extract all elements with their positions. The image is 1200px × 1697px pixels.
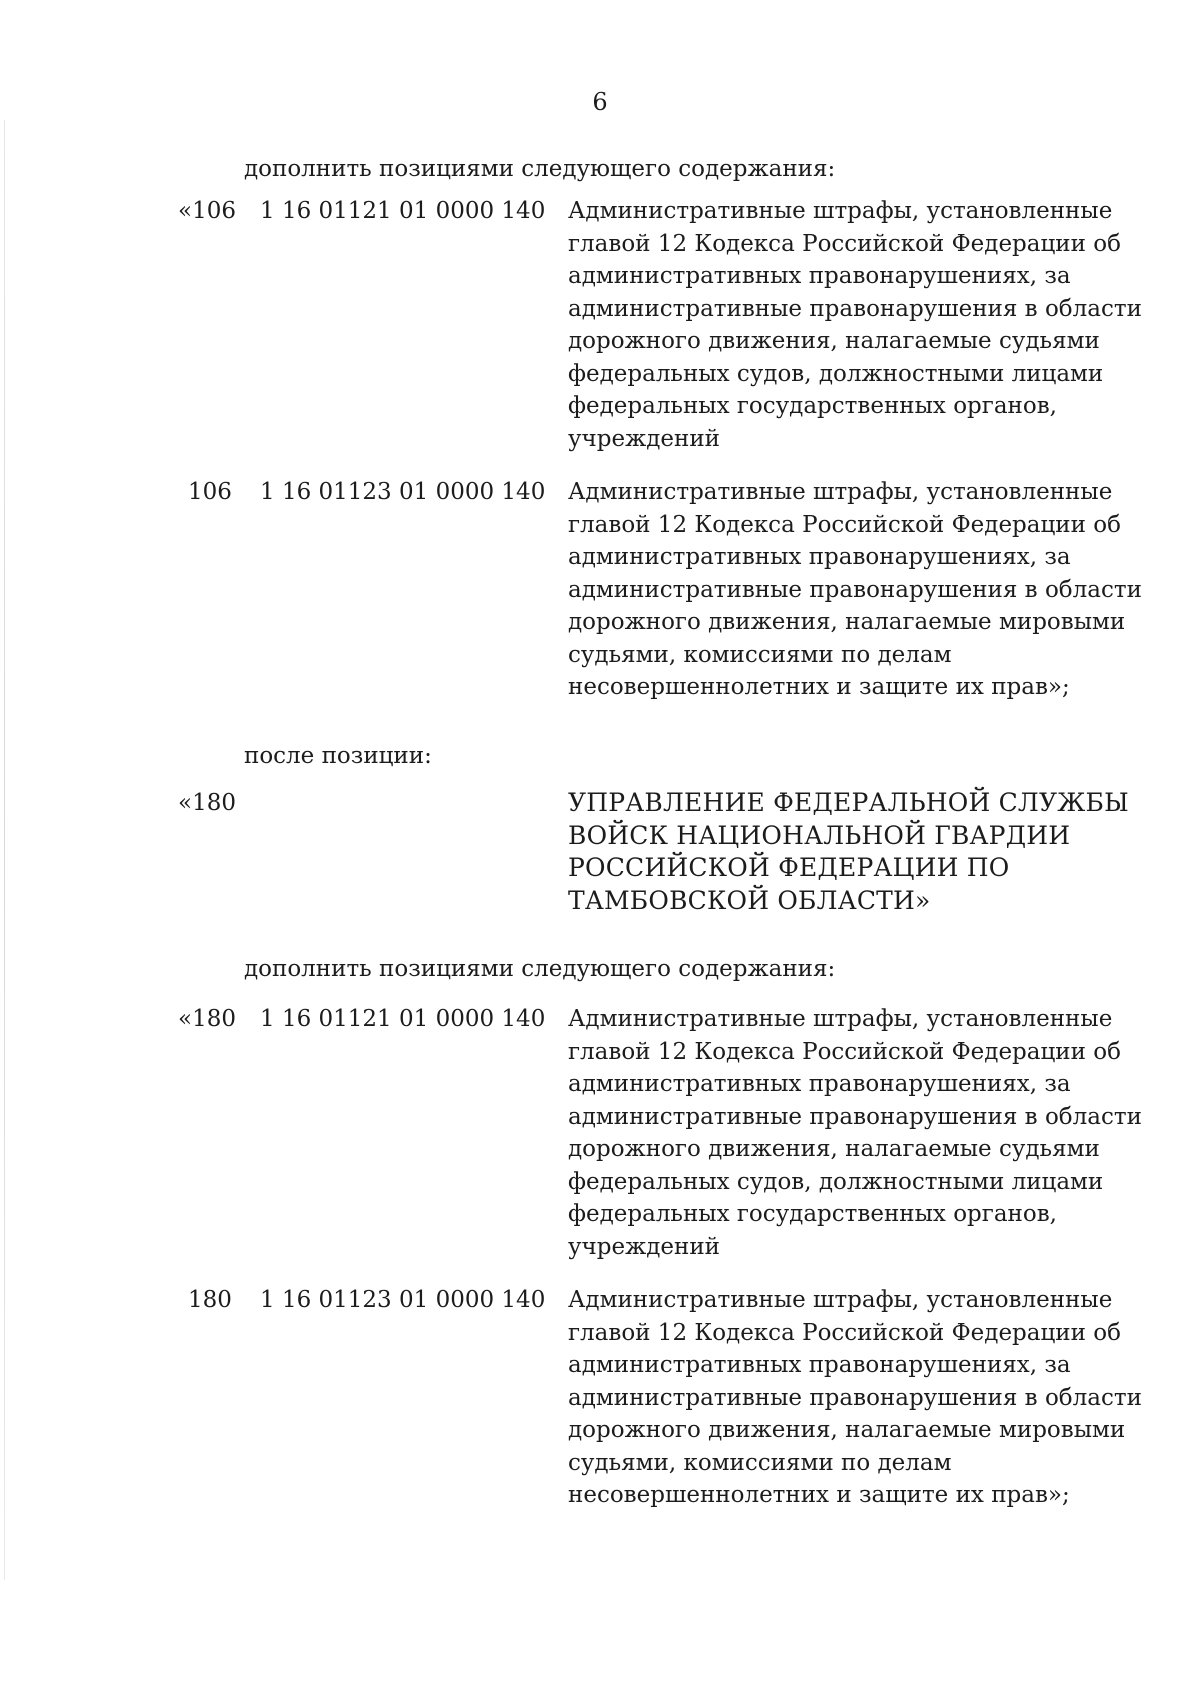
row-description: Административные штрафы, установленные главой 12 Кодекса Российской Федерации об административных правонарушениях, за административные правонарушения в области дорожного движения, налагаемые судьями федеральных судов, должностными лицами федеральных государственных органов, учреждений [568, 198, 1142, 452]
paragraph-after-position: после позиции: [244, 743, 432, 769]
row-description: Административные штрафы, установленные главой 12 Кодекса Российской Федерации об административных правонарушениях, за административные правонарушения в области дорожного движения, налагаемые судьями федеральных судов, должностными лицами федеральных государственных органов, учреждений [568, 1006, 1142, 1260]
row-description: Административные штрафы, установленные главой 12 Кодекса Российской Федерации об административных правонарушениях, за административные правонарушения в области дорожного движения, налагаемые мировыми судьями, комиссиями по делам несовершеннолетних и защите их прав»; [568, 1287, 1142, 1508]
row-number: 180 [188, 1287, 232, 1313]
paragraph-add-positions: дополнить позициями следующего содержания: [244, 156, 836, 182]
row-number: «106 [178, 198, 236, 224]
row-description: Административные штрафы, установленные главой 12 Кодекса Российской Федерации об административных правонарушениях, за административные правонарушения в области дорожного движения, налагаемые мировыми судьями, комиссиями по делам несовершеннолетних и защите их прав»; [568, 479, 1142, 700]
scan-edge-line [4, 120, 5, 1580]
page-number: 6 [592, 88, 608, 116]
row-number: «180 [178, 790, 236, 816]
row-heading: УПРАВЛЕНИЕ ФЕДЕРАЛЬНОЙ СЛУЖБЫ ВОЙСК НАЦИОНАЛЬНОЙ ГВАРДИИ РОССИЙСКОЙ ФЕДЕРАЦИИ ПО ТАМБОВСКОЙ ОБЛАСТИ» [568, 788, 1129, 915]
row-code: 1 16 01121 01 0000 140 [260, 198, 546, 224]
row-code: 1 16 01121 01 0000 140 [260, 1006, 546, 1032]
row-code: 1 16 01123 01 0000 140 [260, 479, 546, 505]
row-code: 1 16 01123 01 0000 140 [260, 1287, 546, 1313]
row-number: 106 [188, 479, 232, 505]
paragraph-add-positions: дополнить позициями следующего содержания: [244, 956, 836, 982]
row-number: «180 [178, 1006, 236, 1032]
